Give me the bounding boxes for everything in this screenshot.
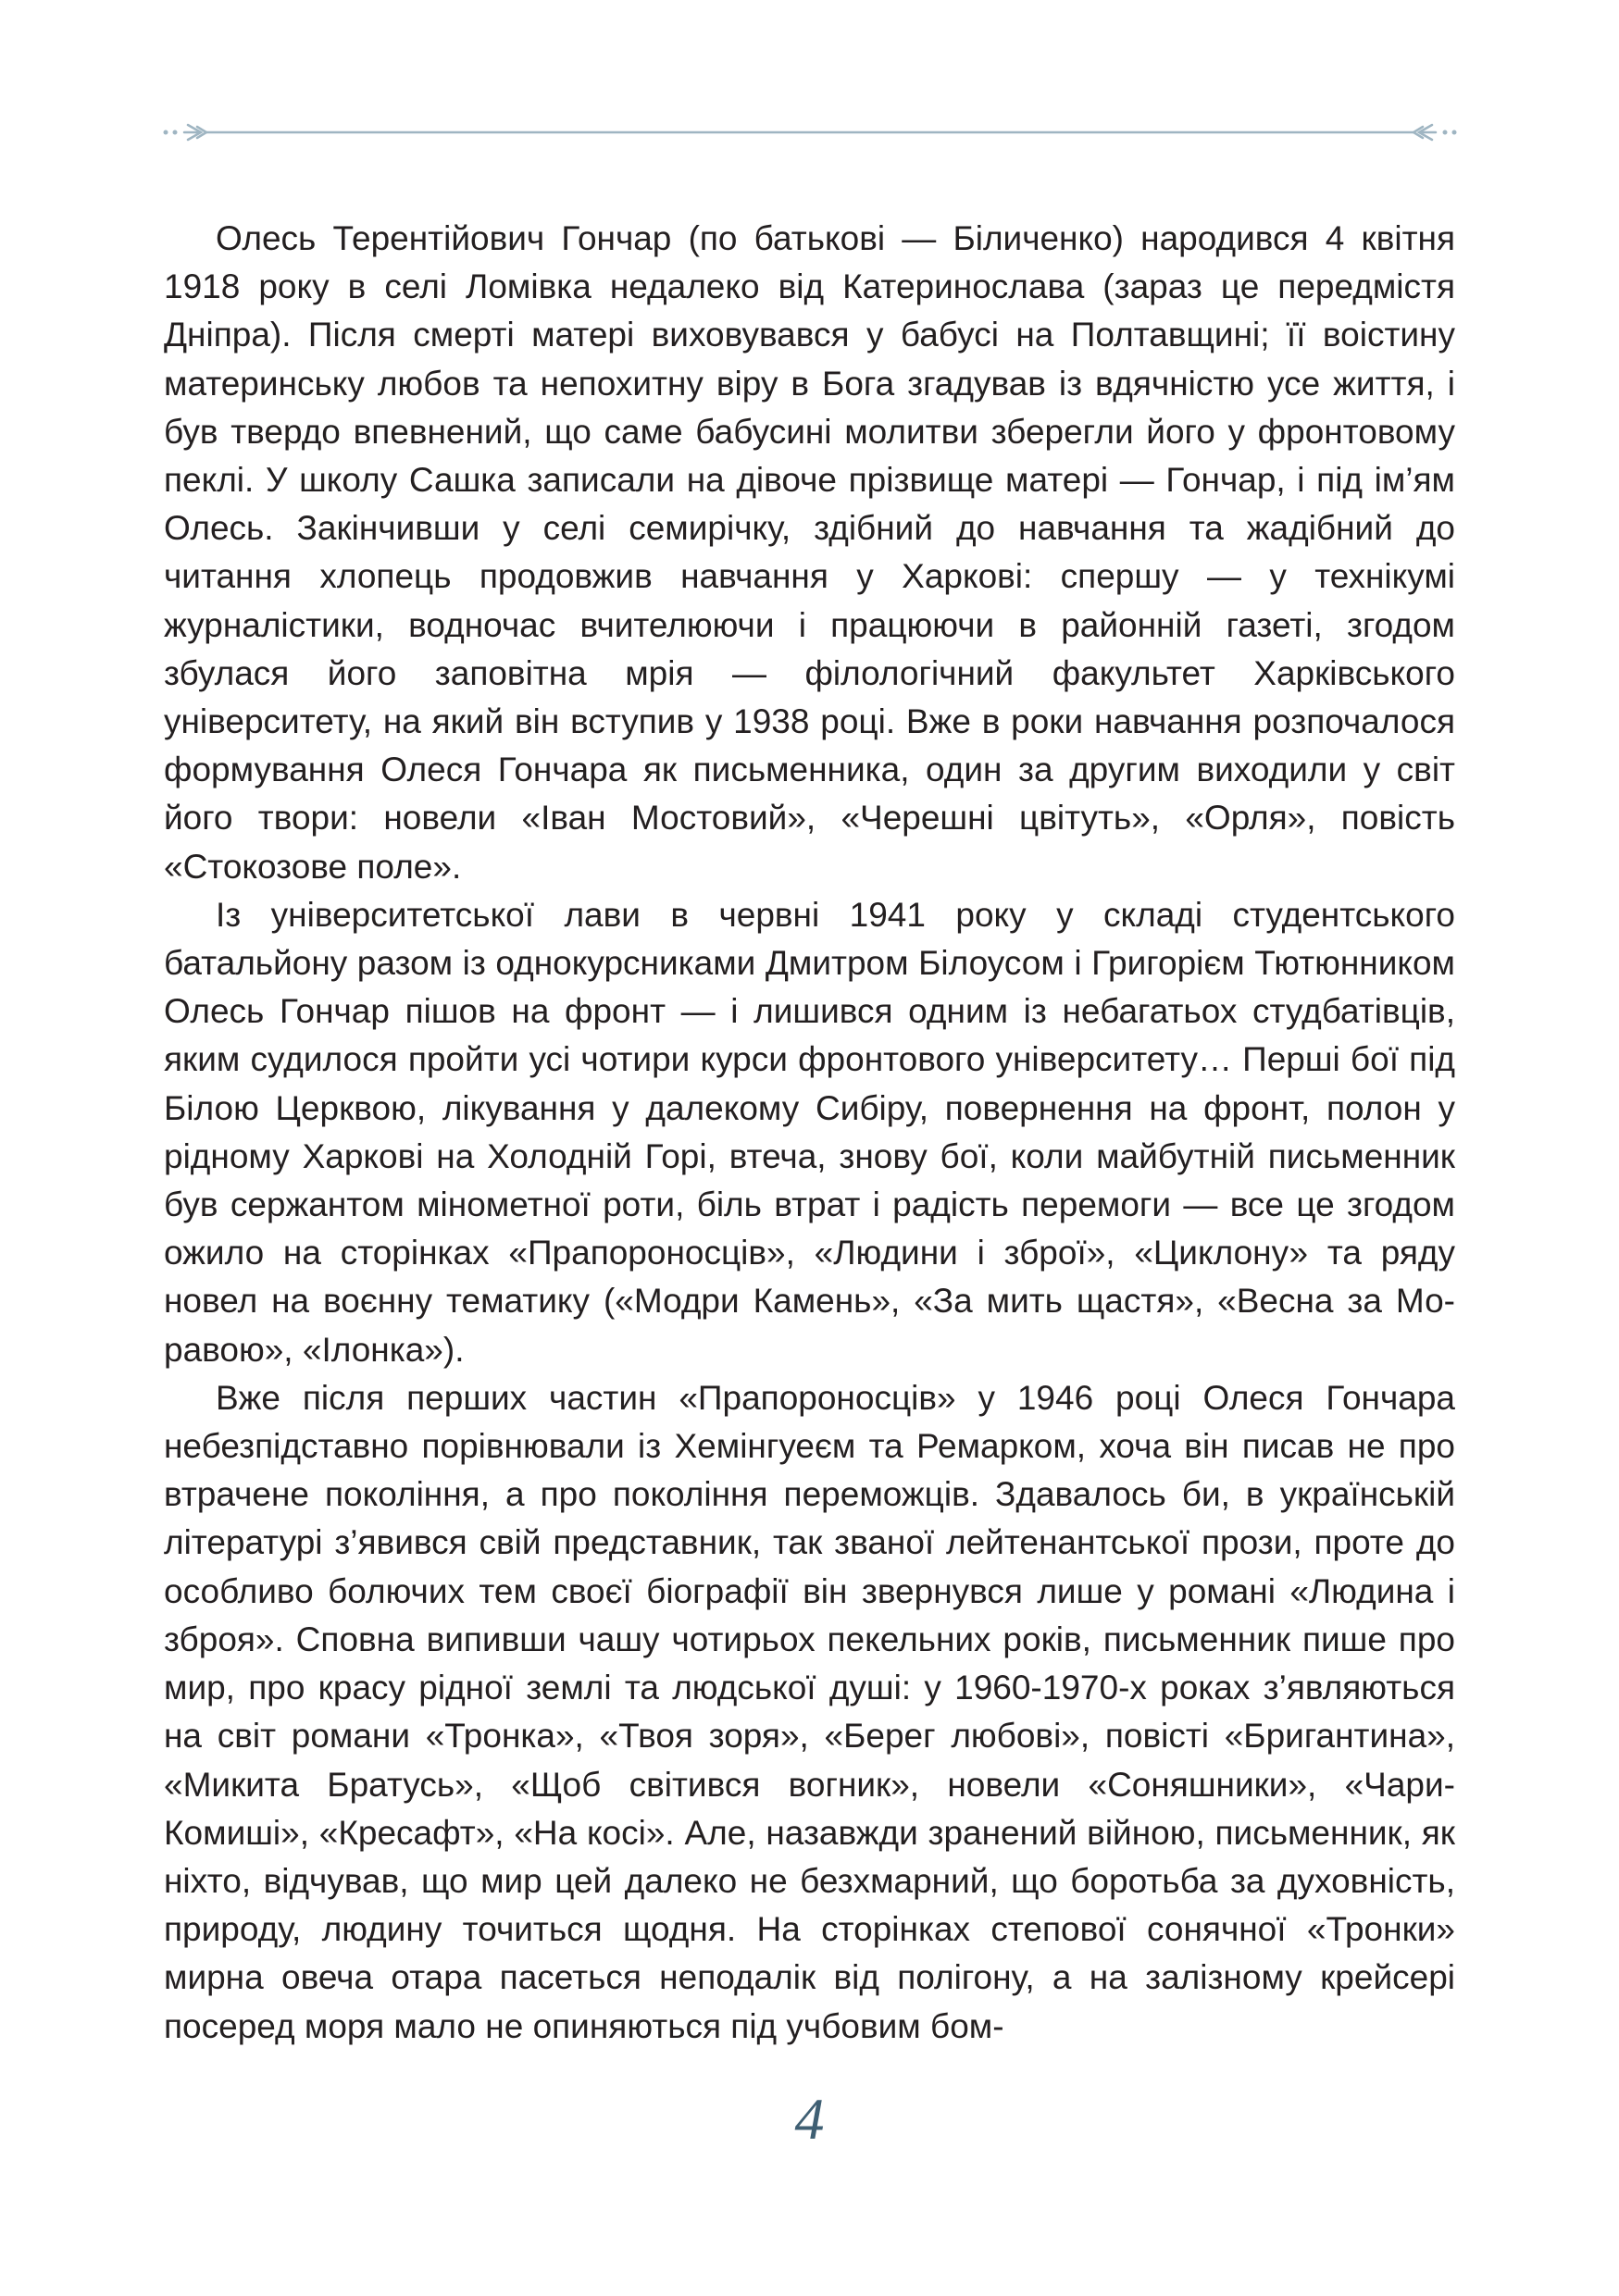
paragraph-3: Вже після перших частин «Прапороносців» у 1946 році Олеся Гончара небезпідставно порівнювали із Хемінгуеєм та Ремарком, хоча він писав не про втрачене покоління, а про покоління переможців. Здавалось би, в українській літературі з’явився свій представник, так званої лейтенантської прози, проте до особливо болючих тем своєї біографії він звернувся лише у романі «Людина і зброя». Сповна випивши чашу чотирьох пекельних років, письменник пише про мир, про красу рідної землі та людської душі: у 1960-1970-х роках з’являються на світ романи «Тронка», «Твоя зоря», «Берег любові», повісті «Бригантина», «Микита Братусь», «Щоб світився вогник», новели «Соняшники», «Чари-Комиші», «Кресафт», «На косі». Але, назавжди зранений війною, письменник, як ніхто, відчував, що мир цей далеко не безхмарний, що боротьба за духовність, природу, людину точиться щодня. На сторінках степової сонячної «Тронки» мирна овеча отара пасеться неподалік від полігону, а на залізному крейсері посеред моря мало не опиняються під учбовим бом- bbox=[164, 1378, 1455, 2045]
header-ornament bbox=[162, 118, 1458, 146]
page-number: 4 bbox=[794, 2086, 825, 2152]
body-text bbox=[164, 215, 1455, 2051]
paragraph-2: Із університетської лави в червні 1941 року у складі студентського батальйону разом із однокурсниками Дмитром Білоусом і Григорієм Тютюнником Олесь Гончар пішов на фронт — і лишився одним із небагатьох студбатівців, яким судилося пройти усі чотири курси фронтового університету… Перші бої під Білою Церквою, лікування у далекому Сибіру, повернення на фронт, полон у рідному Харкові на Холодній Горі, втеча, знову бої, коли майбутній письменник був сержантом мінометної роти, біль втрат і радість перемоги — все це згодом ожило на сторінках «Прапороносців», «Людини і зброї», «Циклону» та ряду новел на воєнну тематику («Модри Камень», «За мить щастя», «Весна за Моравою», «Ілонка»). bbox=[164, 895, 1455, 1369]
paragraph-1: Олесь Терентійович Гончар (по батькові — Біличенко) народився 4 квітня 1918 року в селі Ломівка недалеко від Катеринослава (зараз це передмістя Дніпра). Після смерті матері виховувався у бабусі на Полтавщині; її воістину материнську любов та непохитну віру в Бога згадував із вдячністю усе життя, і був твердо впевнений, що саме бабусині молитви зберегли його у фронтовому пеклі. У школу Сашка записали на дівоче прізвище матері — Гончар, і під ім’ям Олесь. Закінчивши у селі семирічку, здібний до навчання та жадібний до читання хлопець продовжив навчання у Харкові: спершу — у технікумі журналістики, водночас вчителюючи і працюючи в районній газеті, згодом збулася його заповітна мрія — філологічний факультет Харківського університету, на який він вступив у 1938 році. Вже в роки навчання розпочалося формування Олеся Гончара як письменника, один за другим виходили у світ його твори: новели «Іван Мостовий», «Черешні цвітуть», «Орля», повість «Стокозове поле». bbox=[164, 219, 1455, 886]
